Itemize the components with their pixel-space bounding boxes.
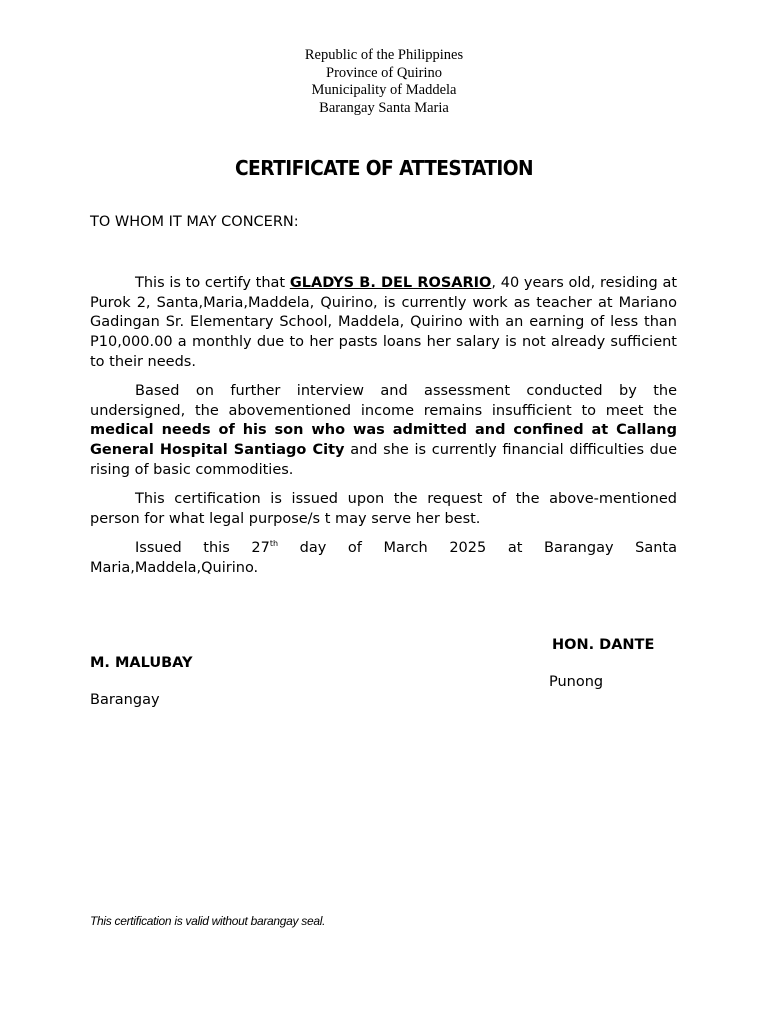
paragraph-purpose — [90, 490, 677, 529]
paragraph-certify-post: , 40 years old, residing at Purok 2, Santa,Maria,Maddela, Quirino, is currently work as teacher at Mariano Gadingan Sr. Elementary School, Maddela, Quirino with an earning of less than P10,000.00 a monthly due to her pasts loans her salary is not already sufficient to their needs. — [90, 275, 678, 370]
paragraph-assessment-bold: medical needs of his son who was admitted and confined at Callang General Hospital Santiago City — [90, 422, 677, 459]
paragraph-purpose-text: This certification is issued upon the request of the above-mentioned person for what legal purpose/s t may serve her best. — [90, 491, 677, 527]
document-title: CERTIFICATE OF ATTESTATION — [234, 156, 534, 180]
salutation: TO WHOM IT MAY CONCERN: — [90, 214, 299, 230]
header-line-municipality: Municipality of Maddela — [311, 82, 457, 98]
paragraph-issued-pre: Issued this 27 — [135, 540, 270, 556]
header-line-republic: Republic of the Philippines — [304, 47, 464, 63]
header-line-barangay: Barangay Santa Maria — [319, 99, 449, 116]
paragraph-assessment — [90, 382, 677, 481]
header-line-province: Province of Quirino — [326, 64, 442, 81]
paragraph-issued — [90, 539, 677, 578]
certified-person-name: GLADYS B. DEL ROSARIO — [289, 275, 492, 291]
paragraph-assessment-pre: Based on further interview and assessment conducted by the undersigned, the abovementioned income remains insufficient to meet the — [90, 383, 677, 419]
paragraph-assessment-post: and she is currently financial difficulties due rising of basic commodities. — [90, 442, 678, 478]
paragraph-issued-sup: th — [269, 539, 279, 548]
signatory-right-name: HON. DANTE — [552, 637, 655, 653]
signatory-left-title: Barangay — [90, 692, 160, 708]
signatory-right-title: Punong — [549, 674, 604, 690]
paragraph-certify — [90, 274, 677, 373]
signatory-left-name: M. MALUBAY — [90, 655, 193, 671]
document-header — [0, 47, 768, 117]
footer-note: This certification is valid without barangay seal. — [90, 914, 326, 928]
paragraph-certify-pre: This is to certify that — [135, 275, 290, 291]
paragraph-issued-post: day of March 2025 at Barangay Santa Maria,Maddela,Quirino. — [90, 540, 677, 576]
